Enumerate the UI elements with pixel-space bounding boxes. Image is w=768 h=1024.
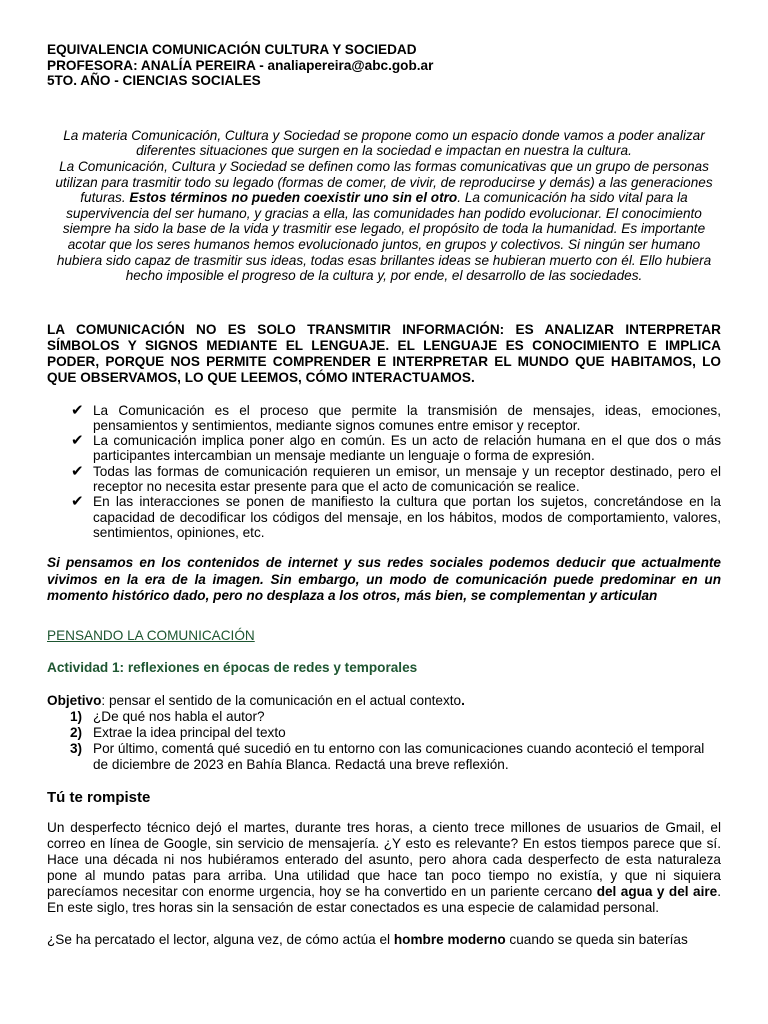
intro-line1: La materia Comunicación, Cultura y Sociedad se propone como un espacio donde vamos a poder analizar diferentes situaciones que surgen en la sociedad e impactan en nuestra la cultura. bbox=[63, 127, 705, 159]
question-number: 2) bbox=[70, 724, 83, 740]
activity-title: Actividad 1: reflexiones en épocas de redes y temporales bbox=[47, 659, 418, 675]
intro-text-b: . La comunicación ha sido vital para la supervivencia del ser humano, y gracias a ella, las comunidades han podido evolucionar. El conocimiento siempre ha sido la base de la vida y trasmitir ese legado, el propósito de toda la humanidad. Es importante acotar que los seres humanos hemos evolucionado juntos, en grupos y colectivos. Si ningún ser humano hubiera sido capaz de trasmitir sus ideas, todas esas brillantes ideas se hubieran muerto con él. Ello hubiera hecho imposible el progreso de la cultura y, por ende, el desarrollo de las sociedades. bbox=[56, 190, 712, 284]
checkmark-icon: ✔ bbox=[71, 493, 84, 511]
checklist bbox=[47, 403, 721, 541]
objective-text: : pensar el sentido de la comunicación en el actual contexto bbox=[101, 692, 462, 708]
header-title: EQUIVALENCIA COMUNICACIÓN CULTURA Y SOCIEDAD bbox=[47, 42, 417, 57]
list-item-text: En las interacciones se ponen de manifiesto la cultura que portan los sujetos, concretándose en la capacidad de decodificar los códigos del mensaje, en los hábitos, modos de comportamiento, valores, sentimientos, opiniones, etc. bbox=[93, 494, 721, 540]
checkmark-icon: ✔ bbox=[71, 432, 84, 450]
list-item bbox=[47, 403, 721, 434]
question-list bbox=[47, 709, 721, 773]
intro-text-a: La Comunicación, Cultura y Sociedad se definen como las formas comunicativas que un grupo de personas utilizan para trasmitir todo su legado (formas de comer, de vivir, de reproducirse y demás) a las generaciones futuras. bbox=[55, 158, 713, 206]
question-text: Extrae la idea principal del texto bbox=[93, 724, 286, 740]
statement-heading: LA COMUNICACIÓN NO ES SOLO TRANSMITIR INFORMACIÓN: ES ANALIZAR INTERPRETAR SÍMBOLOS Y SIGNOS MEDIANTE EL LENGUAJE. EL LENGUAJE ES CONOCIMIENTO E IMPLICA PODER, PORQUE NOS PERMITE COMPRENDER E INTERPRETAR EL MUNDO QUE HABITAMOS, LO QUE OBSERVAMOS, LO QUE LEEMOS, CÓMO INTERACTUAMOS. bbox=[47, 321, 721, 386]
article-text-b: . En este siglo, tres horas sin la sensación de estar conectados es una especie de calamidad personal. bbox=[47, 883, 721, 915]
question-number: 1) bbox=[70, 708, 83, 724]
question-number: 3) bbox=[70, 740, 83, 756]
article-paragraph-2 bbox=[47, 932, 721, 948]
list-item bbox=[47, 433, 721, 464]
checkmark-icon: ✔ bbox=[71, 462, 84, 480]
article2-bold: hombre moderno bbox=[393, 931, 506, 947]
article2-text-b: cuando se queda sin baterías bbox=[505, 931, 688, 947]
header-teacher: PROFESORA: ANALÍA PEREIRA - analiapereira@abc.gob.ar bbox=[47, 57, 434, 73]
list-item bbox=[47, 741, 721, 773]
list-item-text: La Comunicación es el proceso que permite la transmisión de mensajes, ideas, emociones, pensamientos y sentimientos, mediante signos comunes entre emisor y receptor. bbox=[93, 402, 721, 433]
question-text: Por último, comentá qué sucedió en tu entorno con las comunicaciones cuando aconteció el temporal de diciembre de 2023 en Bahía Blanca. Redactá una breve reflexión. bbox=[93, 740, 705, 772]
intro-paragraph bbox=[47, 128, 721, 284]
document-header bbox=[47, 42, 721, 89]
intro-line2 bbox=[47, 159, 721, 284]
header-course: 5TO. AÑO - CIENCIAS SOCIALES bbox=[47, 73, 261, 89]
objective-label: Objetivo bbox=[47, 692, 102, 708]
list-item bbox=[47, 709, 721, 725]
objective-end: . bbox=[461, 692, 465, 708]
article-bold: del agua y del aire bbox=[596, 883, 718, 899]
article-text-a: Un desperfecto técnico dejó el martes, durante tres horas, a ciento trece millones de usuarios de Gmail, el correo en línea de Google, sin servicio de mensajería. ¿Y esto es relevante? En estos tiempos parece que sí. Hace una década ni nos hubiéramos enterado del asunto, pero ahora cada desperfecto de esta naturaleza pone al mundo patas para arriba. Una utilidad que hace tan poco tiempo no existía, y que ni siquiera parecíamos necesitar con enorme urgencia, hoy se ha convertido en un pariente cercano bbox=[47, 819, 721, 899]
document-page bbox=[47, 42, 721, 948]
list-item-text: La comunicación implica poner algo en común. Es un acto de relación humana en el que dos o más participantes intercambian un mensaje mediante un lenguaje o forma de expresión. bbox=[93, 433, 721, 464]
article2-text-a: ¿Se ha percatado el lector, alguna vez, de cómo actúa el bbox=[47, 931, 394, 947]
checkmark-icon: ✔ bbox=[71, 401, 84, 419]
article-title: Tú te rompiste bbox=[47, 788, 151, 806]
list-item bbox=[47, 494, 721, 540]
list-item bbox=[47, 464, 721, 495]
question-text: ¿De qué nos habla el autor? bbox=[93, 708, 265, 724]
section-link[interactable]: PENSANDO LA COMUNICACIÓN bbox=[47, 627, 255, 643]
article-paragraph bbox=[47, 820, 721, 916]
emphasis-paragraph: Si pensamos en los contenidos de internet y sus redes sociales podemos deducir que actualmente vivimos en la era de la imagen. Sin embargo, un modo de comunicación puede predominar en un momento histórico dado, pero no desplaza a los otros, más bien, se complementan y articulan bbox=[47, 555, 721, 604]
list-item bbox=[47, 725, 721, 741]
objective bbox=[47, 693, 721, 709]
list-item-text: Todas las formas de comunicación requieren un emisor, un mensaje y un receptor destinado, pero el receptor no necesita estar presente para que el acto de comunicación se realice. bbox=[93, 463, 721, 495]
intro-bold: Estos términos no pueden coexistir uno sin el otro bbox=[129, 190, 458, 206]
